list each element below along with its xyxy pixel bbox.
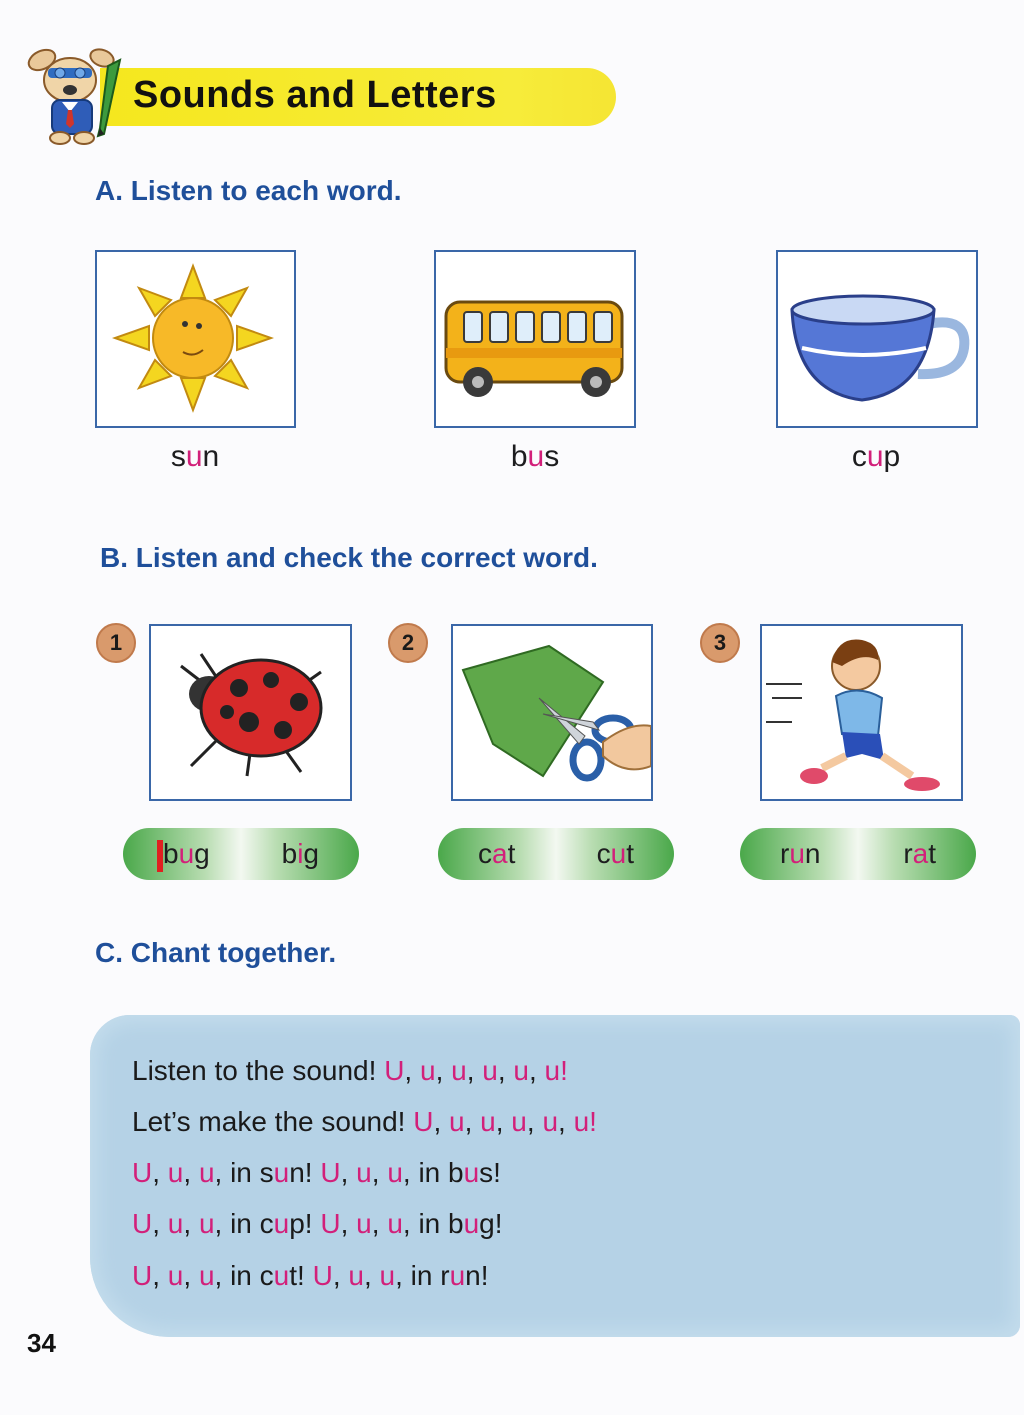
chant-text: Let’s make the sound!	[132, 1106, 414, 1137]
picture-frame-sun	[95, 250, 296, 428]
chant-line	[132, 1157, 501, 1189]
chant-text: ,	[152, 1208, 168, 1239]
highlighted-letter: u	[356, 1157, 372, 1188]
chant-text: ,	[152, 1157, 168, 1188]
highlighted-letter: u	[348, 1260, 364, 1291]
chant-text: ,	[183, 1260, 199, 1291]
chant-text: ,	[340, 1208, 357, 1239]
chant-text: ,	[371, 1157, 388, 1188]
word-option-bug[interactable]: bug	[159, 838, 214, 870]
highlighted-letter: u	[198, 1208, 215, 1239]
chant-line	[132, 1260, 489, 1292]
section-b-heading: B. Listen and check the correct word.	[100, 542, 598, 573]
chant-text: ,	[497, 1055, 514, 1086]
highlighted-letter: u	[387, 1157, 403, 1188]
bus-icon	[436, 252, 634, 426]
picture-frame-ladybug	[149, 624, 352, 801]
chant-line	[132, 1208, 503, 1240]
chant-text: ,	[363, 1260, 380, 1291]
word-option-run[interactable]: run	[780, 838, 821, 869]
chant-text: ,	[183, 1208, 199, 1239]
chant-text: s!	[479, 1157, 501, 1188]
chant-text: ,	[495, 1106, 512, 1137]
chant-text: t!	[289, 1260, 313, 1291]
page-number: 34	[27, 1328, 56, 1358]
highlighted-letter: u!	[573, 1106, 597, 1137]
word-label-sun: sun	[170, 440, 220, 473]
sun-icon	[97, 252, 294, 426]
chant-text: , in s	[214, 1157, 274, 1188]
highlighted-letter: U	[320, 1208, 341, 1239]
chant-text: g!	[479, 1208, 503, 1239]
highlighted-letter: u	[356, 1208, 372, 1239]
chant-text: ,	[183, 1157, 199, 1188]
highlighted-letter: u	[387, 1208, 403, 1239]
chant-text: p!	[289, 1208, 321, 1239]
highlighted-letter: U	[413, 1106, 434, 1137]
highlighted-letter: u	[419, 1055, 436, 1086]
highlighted-letter: u	[463, 1157, 480, 1188]
highlighted-letter: u	[198, 1260, 215, 1291]
item-number-badge: 1	[96, 623, 136, 663]
word-option-cat[interactable]: cat	[478, 838, 516, 869]
word-choice-pill-3	[740, 828, 976, 880]
highlighted-letter: U	[132, 1157, 153, 1188]
picture-frame-bus	[434, 250, 636, 428]
chant-text: ,	[558, 1106, 574, 1137]
word-option-cut[interactable]: cut	[596, 838, 634, 869]
highlighted-letter: U	[132, 1260, 153, 1291]
running-boy-icon	[762, 626, 961, 799]
section-a-heading: A. Listen to each word.	[95, 175, 402, 206]
section-c-heading: C. Chant together.	[95, 937, 337, 968]
item-number-badge: 2	[388, 623, 428, 663]
highlighted-letter: u	[198, 1157, 215, 1188]
chant-line	[132, 1106, 597, 1138]
highlighted-letter: u	[449, 1260, 466, 1291]
highlighted-letter: u	[511, 1106, 527, 1137]
word-choice-pill-2	[438, 828, 674, 880]
picture-frame-running-boy	[760, 624, 963, 801]
word-choice-pill-1	[123, 828, 359, 880]
word-option-rat[interactable]: rat	[903, 838, 936, 869]
highlighted-letter: U	[384, 1055, 405, 1086]
chant-text: ,	[526, 1106, 543, 1137]
highlighted-letter: u	[463, 1208, 480, 1239]
highlighted-letter: U	[312, 1260, 333, 1291]
chant-text: ,	[371, 1208, 388, 1239]
highlighted-letter: u	[379, 1260, 396, 1291]
chant-text: , in r	[395, 1260, 450, 1291]
chant-text: , in b	[402, 1157, 464, 1188]
item-number-badge: 3	[700, 623, 740, 663]
chant-text: ,	[152, 1260, 168, 1291]
picture-frame-cup	[776, 250, 978, 428]
chant-text: ,	[332, 1260, 349, 1291]
chant-text: ,	[433, 1106, 450, 1137]
chant-text: , in c	[214, 1260, 274, 1291]
highlighted-letter: U	[320, 1157, 341, 1188]
page-title: Sounds and Letters	[133, 74, 497, 116]
chant-text: n!	[289, 1157, 321, 1188]
chant-text: ,	[435, 1055, 452, 1086]
highlighted-letter: u	[273, 1208, 290, 1239]
chant-text: ,	[404, 1055, 420, 1086]
highlighted-letter: u	[542, 1106, 559, 1137]
highlighted-letter: u	[482, 1055, 498, 1086]
cup-icon	[778, 252, 976, 426]
chant-text: ,	[340, 1157, 357, 1188]
word-label-cup: cup	[851, 440, 901, 473]
highlighted-letter: u	[451, 1055, 467, 1086]
highlighted-letter: u	[273, 1260, 290, 1291]
chant-text: ,	[464, 1106, 481, 1137]
chant-text: ,	[466, 1055, 483, 1086]
dog-mascot-icon	[22, 38, 134, 150]
highlighted-letter: u	[273, 1157, 290, 1188]
ladybug-icon	[151, 626, 350, 799]
chant-text: n!	[465, 1260, 489, 1291]
chant-line	[132, 1055, 568, 1087]
picture-frame-scissors	[451, 624, 653, 801]
chant-text: ,	[528, 1055, 545, 1086]
chant-text: , in b	[402, 1208, 464, 1239]
highlighted-letter: u	[167, 1208, 184, 1239]
chant-text: Listen to the sound!	[132, 1055, 385, 1086]
word-label-bus: bus	[510, 440, 560, 473]
highlighted-letter: U	[132, 1208, 153, 1239]
highlighted-letter: u!	[544, 1055, 568, 1086]
highlighted-letter: u	[449, 1106, 465, 1137]
chant-text: , in c	[214, 1208, 274, 1239]
highlighted-letter: u	[513, 1055, 529, 1086]
highlighted-letter: u	[167, 1157, 184, 1188]
word-option-big[interactable]: big	[281, 838, 319, 869]
highlighted-letter: u	[167, 1260, 184, 1291]
highlighted-letter: u	[480, 1106, 496, 1137]
scissors-icon	[453, 626, 651, 799]
